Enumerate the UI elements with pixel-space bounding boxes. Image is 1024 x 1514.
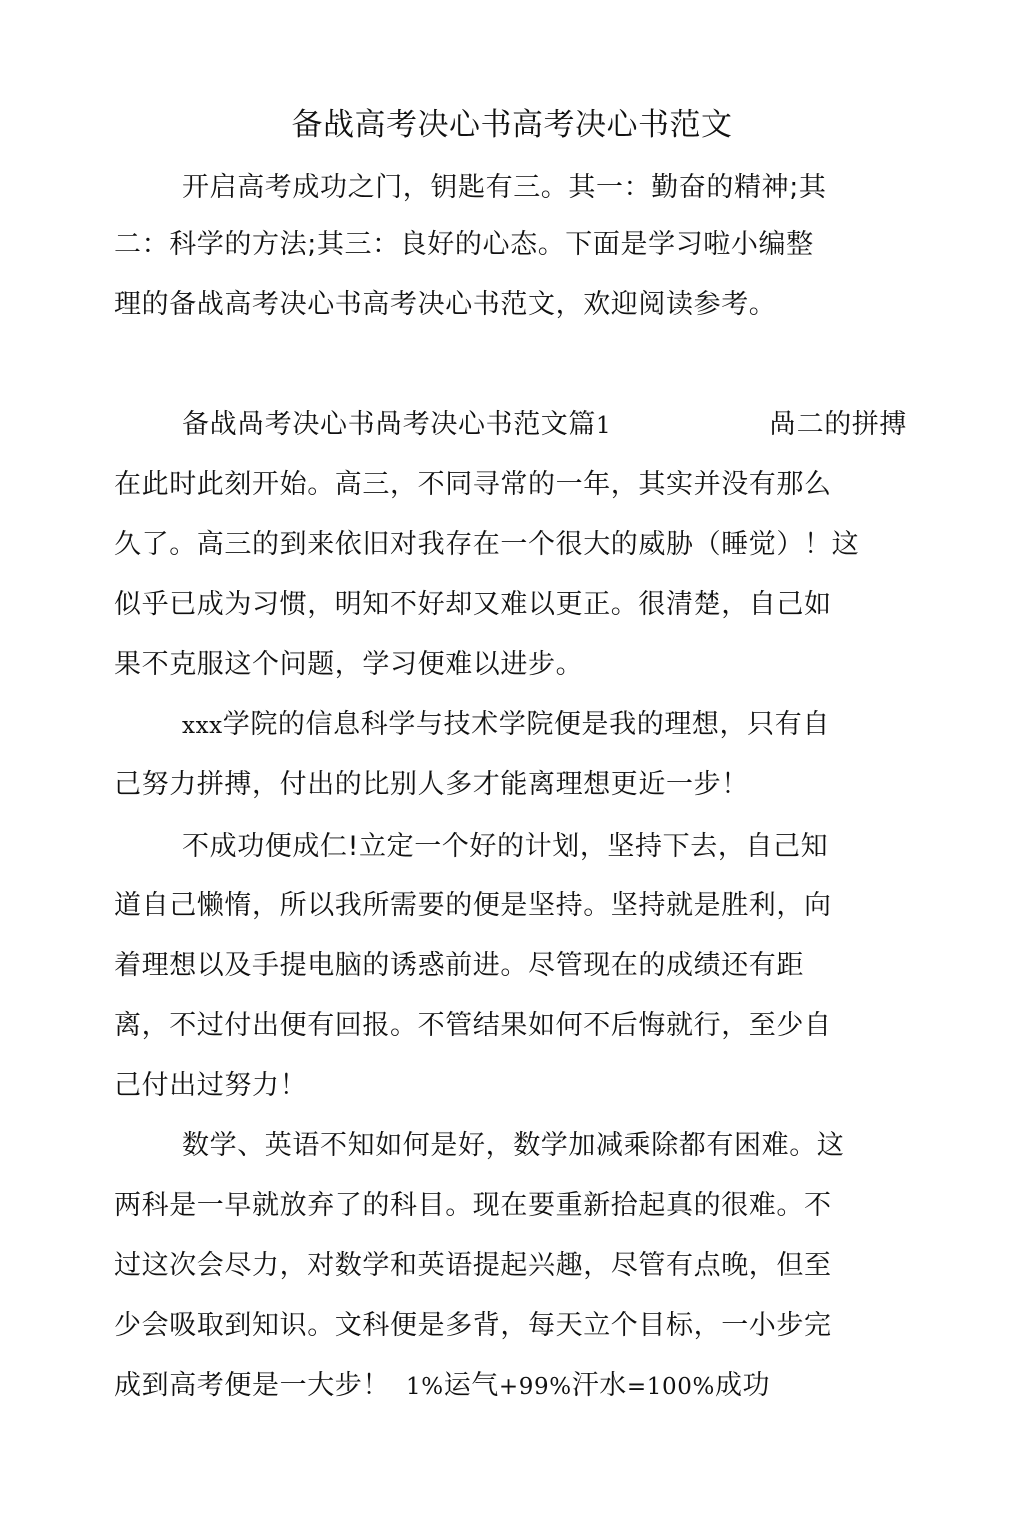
paragraph-line: 道自己懒惰，所以我所需要的便是坚持。坚持就是胜利，向 — [114, 890, 832, 921]
section-heading-text: 备战咼考决心书咼考决心书范文篇 — [182, 409, 596, 440]
paragraph-line: 离，不过付出便有回报。不管结果如何不后悔就行，至少自 — [114, 1010, 832, 1041]
formula-part: =100% — [626, 1374, 715, 1400]
section-heading — [182, 405, 611, 446]
formula-part: 1% — [406, 1374, 444, 1400]
paragraph-line: 不成功便成仁!立定一个好的计划，坚持下去，自己知 — [182, 831, 829, 862]
formula-part: 运气 — [443, 1370, 499, 1401]
paragraph-line: 少会吸取到知识。文科便是多背，每天立个目标，一小步完 — [114, 1310, 832, 1341]
section-heading-tail: 咼二的拼搏 — [769, 409, 907, 440]
paragraph-line: 数学、英语不知如何是好，数学加减乘除都有困难。这 — [182, 1130, 845, 1161]
paragraph-line: 己努力拼搏，付出的比别人多才能离理想更近一步！ — [114, 769, 749, 800]
section-heading-number: 1 — [596, 413, 612, 439]
paragraph-line: 久了。高三的到来依旧对我存在一个很大的威胁（睡觉）！这 — [114, 529, 860, 560]
paragraph-line: 己付出过努力！ — [114, 1070, 308, 1101]
intro-line: 理的备战高考决心书高考决心书范文，欢迎阅读参考。 — [114, 289, 777, 320]
paragraph-text: 成到高考便是一大步！ — [114, 1370, 390, 1401]
intro-line: 二：科学的方法;其三：良好的心态。下面是学习啦小编整 — [114, 229, 814, 260]
paragraph-line: 两科是一早就放弃了的科目。现在要重新拾起真的很难。不 — [114, 1190, 832, 1221]
paragraph-line: 似乎已成为习惯，明知不好却又难以更正。很清楚，自己如 — [114, 589, 832, 620]
school-placeholder: xxx — [182, 713, 223, 739]
paragraph-line: 过这次会尽力，对数学和英语提起兴趣，尽管有点晚，但至 — [114, 1250, 832, 1281]
paragraph-line: 果不克服这个问题，学习便难以进步。 — [114, 649, 584, 680]
intro-line: 开启高考成功之门，钥匙有三。其一：勤奋的精神;其 — [182, 172, 827, 203]
formula-part: 成功 — [714, 1370, 771, 1401]
formula-part: +99% — [498, 1374, 572, 1400]
paragraph-text: 学院的信息科学与技术学院便是我的理想，只有自 — [222, 709, 830, 740]
paragraph-line — [182, 705, 830, 746]
paragraph-line: 着理想以及手提电脑的诱惑前进。尽管现在的成绩还有距 — [114, 950, 804, 981]
formula-part: 汗水 — [571, 1370, 627, 1401]
document-title: 备战高考决心书高考决心书范文 — [291, 107, 733, 143]
paragraph-line: 在此时此刻开始。高三，不同寻常的一年，其实并没有那么 — [114, 469, 832, 500]
paragraph-line — [114, 1366, 770, 1407]
